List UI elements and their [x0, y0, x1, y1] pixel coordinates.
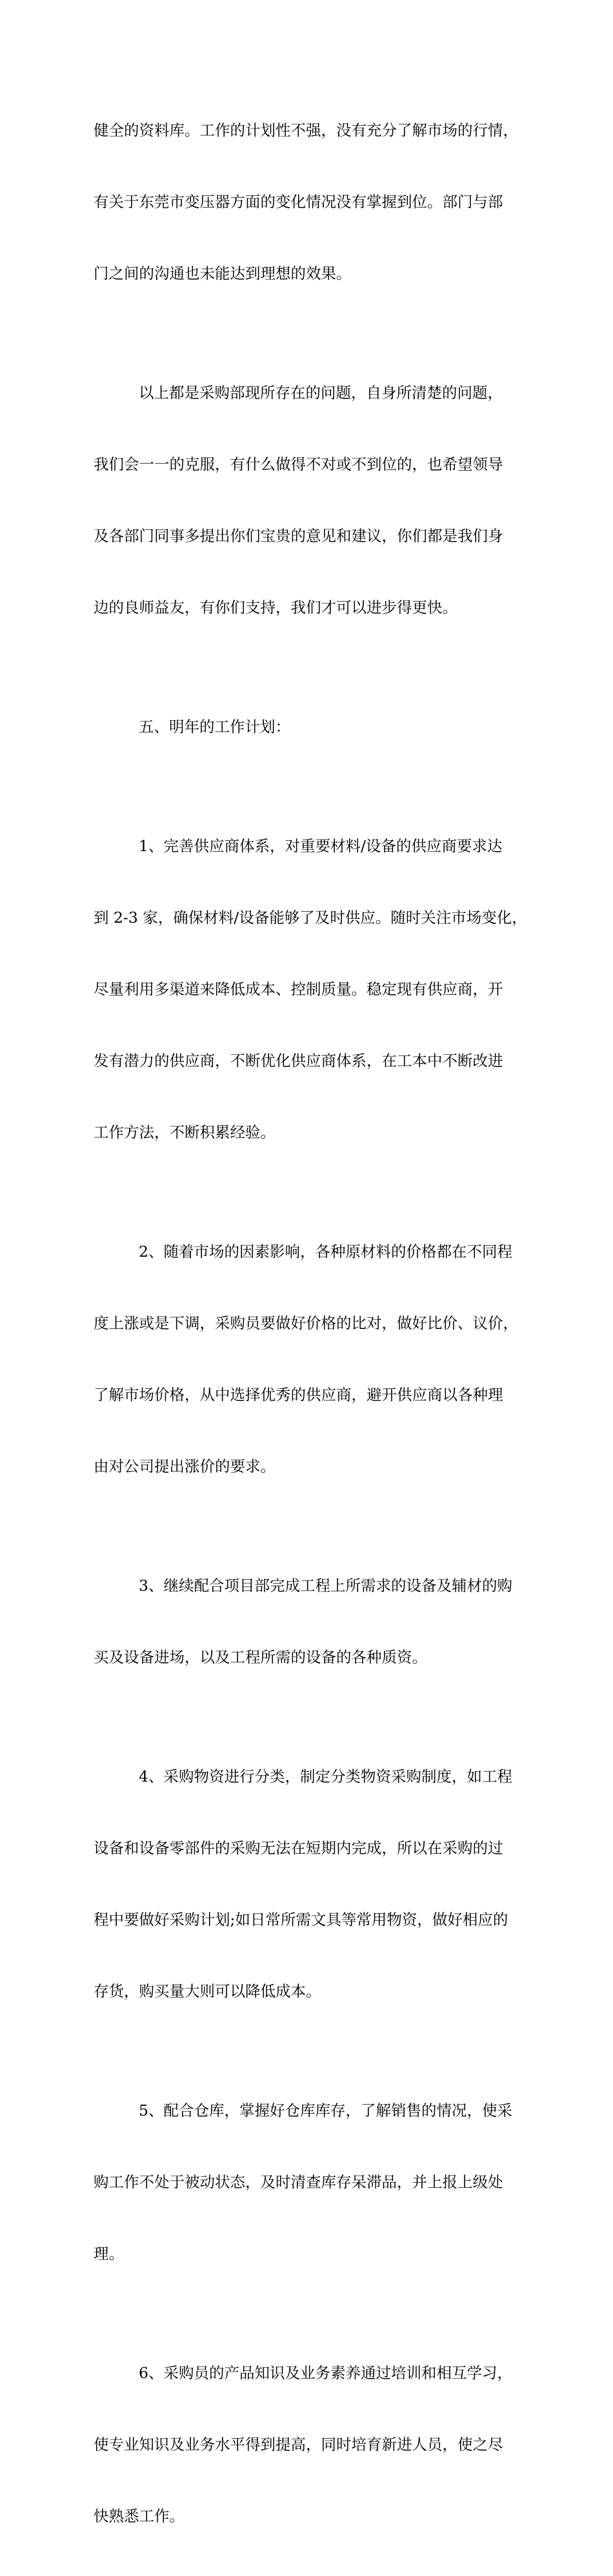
text-line: 2、随着市场的因素影响，各种原材料的价格都在不同程: [139, 1243, 512, 1261]
text-line: 工作方法，不断积累经验。: [94, 1123, 276, 1141]
plan-item-6: [94, 2314, 526, 2576]
text-line: 4、采购物资进行分类，制定分类物资采购制度，如工程: [139, 1767, 512, 1785]
paragraph-continuation: [94, 71, 526, 333]
plan-item-5: [94, 2051, 526, 2314]
plan-item-3: [94, 1526, 526, 1717]
text-line: 以上都是采购部现所存在的问题，自身所清楚的问题，: [139, 384, 503, 402]
text-line: 设备和设备零部件的采购无法在短期内完成，所以在采购的过: [94, 1839, 503, 1857]
text-line: 到 2-3 家，确保材料/设备能够了及时供应。随时关注市场变化，: [94, 909, 527, 927]
text-line: 及各部门同事多提出你们宝贵的意见和建议，你们都是我们身: [94, 527, 503, 545]
text-line: 快熟悉工作。: [94, 2507, 185, 2525]
text-line: 6、采购员的产品知识及业务素养通过培训和相互学习，: [139, 2364, 512, 2382]
text-line: 程中要做好采购计划;如日常所需文具等常用物资，做好相应的: [94, 1911, 508, 1929]
text-line: 有关于东莞市变压器方面的变化情况没有掌握到位。部门与部: [94, 193, 503, 211]
text-line: 度上涨或是下调，采购员要做好价格的比对，做好比价、议价，: [94, 1314, 518, 1332]
text-line: 边的良师益友，有你们支持，我们才可以进步得更快。: [94, 598, 457, 616]
text-line: 使专业知识及业务水平得到提高，同时培育新进人员，使之尽: [94, 2435, 503, 2453]
paragraph-problems-summary: [94, 333, 526, 667]
text-line: 买及设备进场，以及工程所需的设备的各种质资。: [94, 1648, 427, 1666]
section-heading: [94, 667, 526, 787]
text-line: 3、继续配合项目部完成工程上所需求的设备及辅材的购: [139, 1577, 512, 1595]
text-line: 1、完善供应商体系，对重要材料/设备的供应商要求达: [139, 837, 503, 855]
text-line: 我们会一一的克服，有什么做得不对或不到位的，也希望领导: [94, 455, 503, 473]
text-line: 由对公司提出涨价的要求。: [94, 1457, 276, 1475]
text-line: 健全的资料库。工作的计划性不强，没有充分了解市场的行情，: [94, 121, 518, 139]
plan-item-2: [94, 1192, 526, 1526]
document-body: [94, 71, 526, 2576]
text-line: 了解市场价格，从中选择优秀的供应商，避开供应商以各种理: [94, 1386, 503, 1404]
text-line: 发有潜力的供应商，不断优化供应商体系，在工本中不断改进: [94, 1052, 503, 1070]
text-line: 五、明年的工作计划：: [139, 718, 290, 736]
text-line: 5、配合仓库，掌握好仓库库存，了解销售的情况，使采: [139, 2101, 512, 2119]
text-line: 理。: [94, 2245, 124, 2263]
text-line: 尽量利用多渠道来降低成本、控制质量。稳定现有供应商，开: [94, 980, 503, 998]
plan-item-4: [94, 1717, 526, 2051]
plan-item-1: [94, 787, 526, 1192]
text-line: 存货，购买量大则可以降低成本。: [94, 1982, 321, 2000]
text-line: 门之间的沟通也未能达到理想的效果。: [94, 264, 352, 282]
text-line: 购工作不处于被动状态，及时清查库存呆滞品，并上报上级处: [94, 2173, 503, 2191]
